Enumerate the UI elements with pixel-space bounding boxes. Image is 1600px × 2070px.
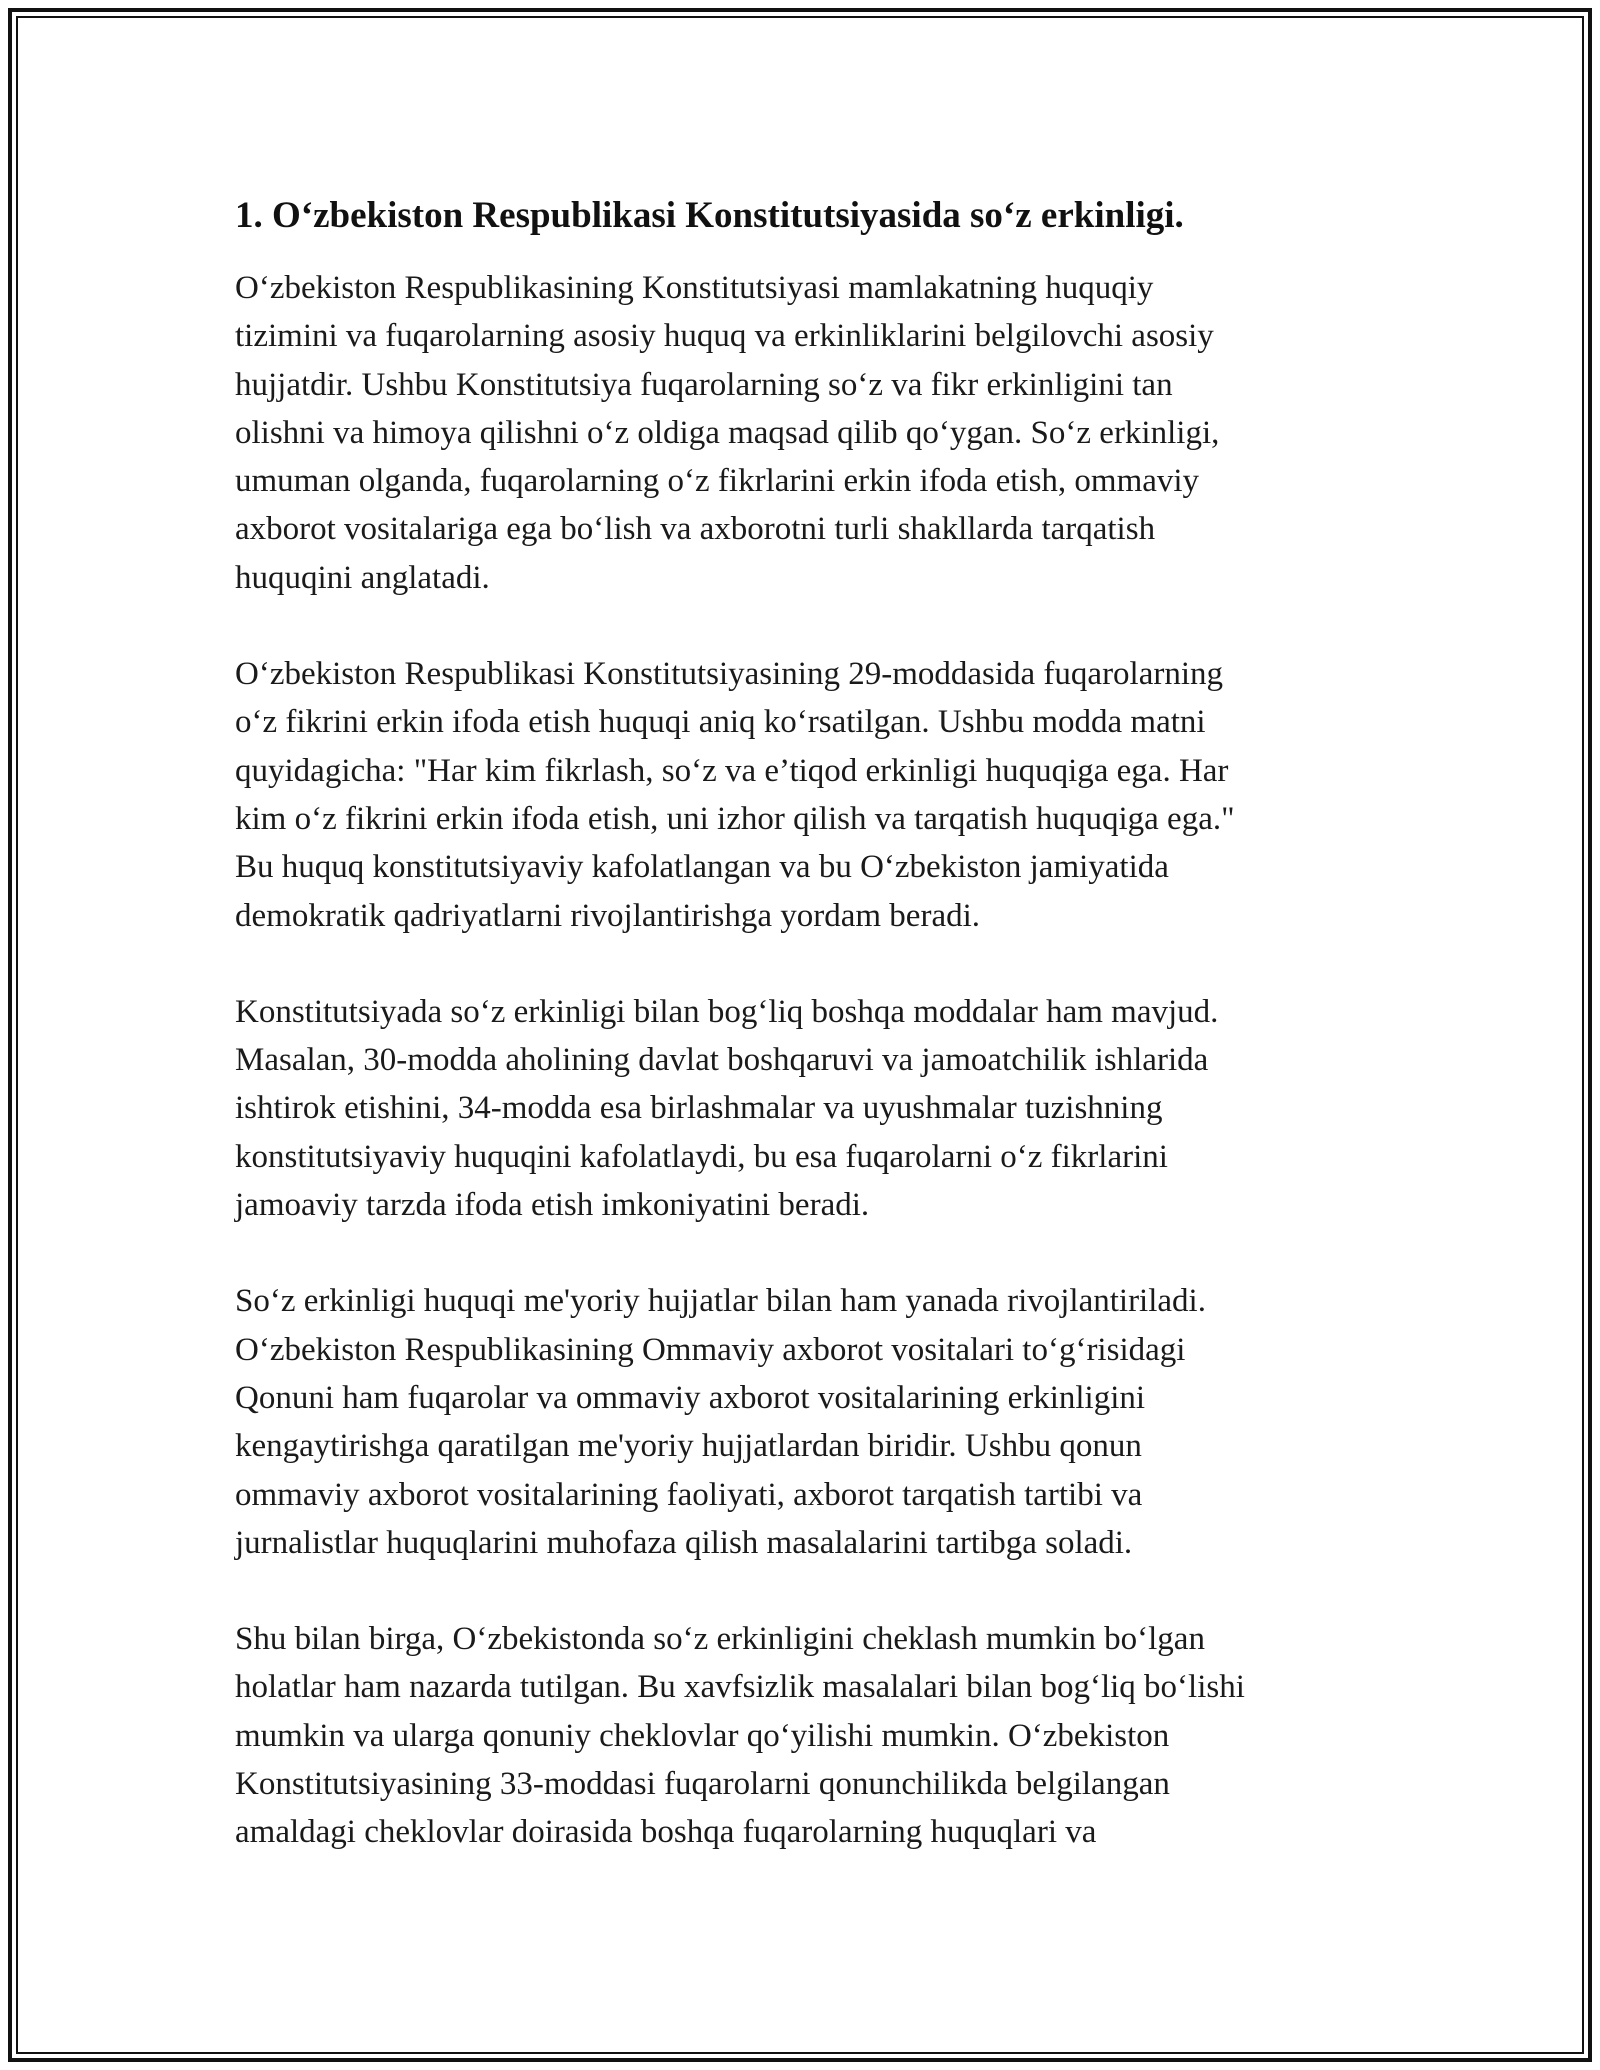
paragraph-article-29: O‘zbekiston Respublikasi Konstitutsiyasining 29-moddasida fuqarolarning o‘z fikrini erkin ifoda etish huquqi aniq ko‘rsatilgan. Ushbu modda matni quyidagicha: "Har kim fikrlash, so‘z va e’tiqod erkinligi huquqiga ega. Har kim o‘z fikrini erkin ifoda etish, uni izhor qilish va tarqatish huquqiga ega." Bu huquq konstitutsiyaviy kafolatlangan va bu O‘zbekiston jamiyatida demokratik qadriyatlarni rivojlantirishga yordam beradi.: [235, 656, 1235, 934]
document-body: [235, 188, 1375, 1905]
section-heading: 1. O‘zbekiston Respublikasi Konstitutsiyasida so‘z erkinligi.: [235, 195, 1184, 236]
paragraph-related-articles: Konstitutsiyada so‘z erkinligi bilan bog‘liq boshqa moddalar ham mavjud. Masalan, 30-modda aholining davlat boshqaruvi va jamoatchilik ishlarida ishtirok etishini, 34-modda esa birlashmalar va uyushmalar tuzishning konstitutsiyaviy huquqini kafolatlaydi, bu esa fuqarolarni o‘z fikrlarini jamoaviy tarzda ifoda etish imkoniyatini beradi.: [235, 993, 1219, 1224]
paragraph-media-law: So‘z erkinligi huquqi me'yoriy hujjatlar bilan ham yanada rivojlantiriladi. O‘zbekiston Respublikasining Ommaviy axborot vositalari to‘g‘risidagi Qonuni ham fuqarolar va ommaviy axborot vositalarining erkinligini kengaytirishga qaratilgan me'yoriy hujjatlardan biridir. Ushbu qonun ommaviy axborot vositalarining faoliyati, axborot tarqatish tartibi va jurnalistlar huquqlarini muhofaza qilish masalalarini tartibga soladi.: [235, 1283, 1206, 1561]
paragraph-intro: O‘zbekiston Respublikasining Konstitutsiyasi mamlakatning huquqiy tizimini va fuqarolarning asosiy huquq va erkinliklarini belgilovchi asosiy hujjatdir. Ushbu Konstitutsiya fuqarolarning so‘z va fikr erkinligini tan olishni va himoya qilishni o‘z oldiga maqsad qilib qo‘ygan. So‘z erkinligi, umuman olganda, fuqarolarning o‘z fikrlarini erkin ifoda etish, ommaviy axborot vositalariga ega bo‘lish va axborotni turli shakllarda tarqatish huquqini anglatadi.: [235, 270, 1220, 596]
paragraph-restrictions: Shu bilan birga, O‘zbekistonda so‘z erkinligini cheklash mumkin bo‘lgan holatlar ham nazarda tutilgan. Bu xavfsizlik masalalari bilan bog‘liq bo‘lishi mumkin va ularga qonuniy cheklovlar qo‘yilishi mumkin. O‘zbekiston Konstitutsiyasining 33-moddasi fuqarolarni qonunchilikda belgilangan amaldagi cheklovlar doirasida boshqa fuqarolarning huquqlari va: [235, 1621, 1245, 1851]
